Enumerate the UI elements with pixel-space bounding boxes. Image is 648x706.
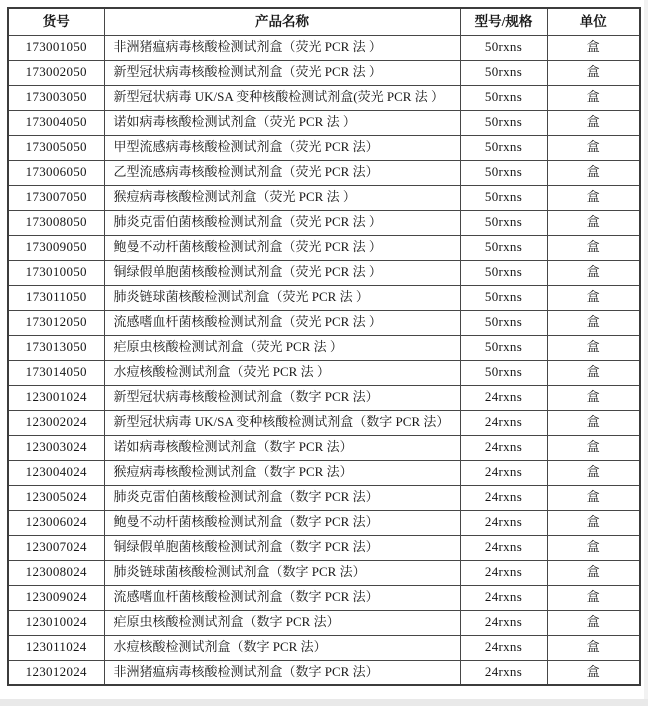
- cell-item_no: 123008024: [8, 560, 104, 585]
- cell-item_no: 123005024: [8, 485, 104, 510]
- cell-spec: 24rxns: [460, 410, 547, 435]
- page-bottom-edge: [0, 699, 648, 706]
- cell-item_no: 173011050: [8, 285, 104, 310]
- table-row: [8, 285, 640, 310]
- cell-name: 鲍曼不动杆菌核酸检测试剂盒（荧光 PCR 法 ）: [104, 235, 460, 260]
- cell-name: 新型冠状病毒核酸检测试剂盒（荧光 PCR 法 ）: [104, 60, 460, 85]
- cell-spec: 50rxns: [460, 110, 547, 135]
- table-row: [8, 485, 640, 510]
- cell-item_no: 173010050: [8, 260, 104, 285]
- cell-spec: 24rxns: [460, 585, 547, 610]
- cell-name: 诺如病毒核酸检测试剂盒（数字 PCR 法）: [104, 435, 460, 460]
- table-row: [8, 560, 640, 585]
- cell-name: 肺炎链球菌核酸检测试剂盒（数字 PCR 法）: [104, 560, 460, 585]
- cell-spec: 24rxns: [460, 560, 547, 585]
- cell-unit: 盒: [547, 210, 640, 235]
- cell-name: 疟原虫核酸检测试剂盒（荧光 PCR 法 ）: [104, 335, 460, 360]
- cell-name: 甲型流感病毒核酸检测试剂盒（荧光 PCR 法）: [104, 135, 460, 160]
- table-row: [8, 585, 640, 610]
- cell-spec: 24rxns: [460, 635, 547, 660]
- cell-name: 流感嗜血杆菌核酸检测试剂盒（数字 PCR 法）: [104, 585, 460, 610]
- cell-item_no: 173012050: [8, 310, 104, 335]
- table-row: [8, 260, 640, 285]
- cell-item_no: 173002050: [8, 60, 104, 85]
- cell-item_no: 123001024: [8, 385, 104, 410]
- cell-spec: 50rxns: [460, 160, 547, 185]
- header-product-name: 产品名称: [104, 8, 460, 35]
- cell-item_no: 123006024: [8, 510, 104, 535]
- cell-unit: 盒: [547, 185, 640, 210]
- table-row: [8, 235, 640, 260]
- cell-spec: 24rxns: [460, 660, 547, 685]
- table-row: [8, 535, 640, 560]
- cell-unit: 盒: [547, 60, 640, 85]
- cell-item_no: 123003024: [8, 435, 104, 460]
- cell-item_no: 123012024: [8, 660, 104, 685]
- table-row: [8, 160, 640, 185]
- cell-unit: 盒: [547, 435, 640, 460]
- cell-spec: 24rxns: [460, 485, 547, 510]
- cell-spec: 24rxns: [460, 385, 547, 410]
- table-row: [8, 360, 640, 385]
- table-row: [8, 35, 640, 60]
- cell-name: 新型冠状病毒 UK/SA 变种核酸检测试剂盒（数字 PCR 法）: [104, 410, 460, 435]
- cell-item_no: 173001050: [8, 35, 104, 60]
- cell-spec: 50rxns: [460, 335, 547, 360]
- cell-unit: 盒: [547, 285, 640, 310]
- cell-name: 诺如病毒核酸检测试剂盒（荧光 PCR 法 ）: [104, 110, 460, 135]
- table-row: [8, 410, 640, 435]
- cell-unit: 盒: [547, 610, 640, 635]
- cell-name: 疟原虫核酸检测试剂盒（数字 PCR 法）: [104, 610, 460, 635]
- cell-item_no: 123007024: [8, 535, 104, 560]
- cell-name: 非洲猪瘟病毒核酸检测试剂盒（荧光 PCR 法 ）: [104, 35, 460, 60]
- table-row: [8, 60, 640, 85]
- cell-spec: 50rxns: [460, 285, 547, 310]
- cell-name: 水痘核酸检测试剂盒（数字 PCR 法）: [104, 635, 460, 660]
- header-spec: 型号/规格: [460, 8, 547, 35]
- cell-item_no: 173009050: [8, 235, 104, 260]
- cell-spec: 50rxns: [460, 85, 547, 110]
- cell-name: 肺炎克雷伯菌核酸检测试剂盒（数字 PCR 法）: [104, 485, 460, 510]
- table-row: [8, 110, 640, 135]
- cell-item_no: 173014050: [8, 360, 104, 385]
- cell-name: 铜绿假单胞菌核酸检测试剂盒（数字 PCR 法）: [104, 535, 460, 560]
- cell-name: 鲍曼不动杆菌核酸检测试剂盒（数字 PCR 法）: [104, 510, 460, 535]
- table-row: [8, 335, 640, 360]
- cell-name: 流感嗜血杆菌核酸检测试剂盒（荧光 PCR 法 ）: [104, 310, 460, 335]
- cell-unit: 盒: [547, 85, 640, 110]
- cell-name: 非洲猪瘟病毒核酸检测试剂盒（数字 PCR 法）: [104, 660, 460, 685]
- cell-item_no: 173013050: [8, 335, 104, 360]
- table-row: [8, 660, 640, 685]
- cell-unit: 盒: [547, 485, 640, 510]
- cell-spec: 50rxns: [460, 185, 547, 210]
- table-body: [8, 35, 640, 685]
- cell-item_no: 123004024: [8, 460, 104, 485]
- cell-spec: 50rxns: [460, 310, 547, 335]
- cell-unit: 盒: [547, 360, 640, 385]
- cell-item_no: 173005050: [8, 135, 104, 160]
- table-row: [8, 210, 640, 235]
- table-row: [8, 460, 640, 485]
- cell-unit: 盒: [547, 160, 640, 185]
- cell-spec: 50rxns: [460, 260, 547, 285]
- cell-item_no: 123002024: [8, 410, 104, 435]
- cell-name: 水痘核酸检测试剂盒（荧光 PCR 法 ）: [104, 360, 460, 385]
- cell-unit: 盒: [547, 635, 640, 660]
- cell-name: 猴痘病毒核酸检测试剂盒（数字 PCR 法）: [104, 460, 460, 485]
- cell-unit: 盒: [547, 585, 640, 610]
- cell-spec: 24rxns: [460, 535, 547, 560]
- table-row: [8, 635, 640, 660]
- cell-item_no: 173008050: [8, 210, 104, 235]
- table-row: [8, 185, 640, 210]
- product-table: [7, 7, 641, 686]
- cell-name: 乙型流感病毒核酸检测试剂盒（荧光 PCR 法）: [104, 160, 460, 185]
- header-item-no: 货号: [8, 8, 104, 35]
- cell-name: 肺炎克雷伯菌核酸检测试剂盒（荧光 PCR 法 ）: [104, 210, 460, 235]
- cell-spec: 50rxns: [460, 35, 547, 60]
- cell-spec: 50rxns: [460, 210, 547, 235]
- cell-unit: 盒: [547, 560, 640, 585]
- cell-unit: 盒: [547, 510, 640, 535]
- cell-spec: 24rxns: [460, 510, 547, 535]
- cell-unit: 盒: [547, 335, 640, 360]
- cell-item_no: 173006050: [8, 160, 104, 185]
- cell-spec: 50rxns: [460, 135, 547, 160]
- cell-name: 铜绿假单胞菌核酸检测试剂盒（荧光 PCR 法 ）: [104, 260, 460, 285]
- cell-item_no: 173007050: [8, 185, 104, 210]
- cell-name: 新型冠状病毒核酸检测试剂盒（数字 PCR 法）: [104, 385, 460, 410]
- cell-unit: 盒: [547, 460, 640, 485]
- cell-unit: 盒: [547, 135, 640, 160]
- cell-unit: 盒: [547, 310, 640, 335]
- cell-unit: 盒: [547, 535, 640, 560]
- header-unit: 单位: [547, 8, 640, 35]
- cell-unit: 盒: [547, 410, 640, 435]
- table-row: [8, 310, 640, 335]
- table-row: [8, 435, 640, 460]
- cell-spec: 24rxns: [460, 460, 547, 485]
- table-row: [8, 385, 640, 410]
- table-header: [8, 8, 640, 35]
- page-right-edge: [644, 0, 648, 706]
- cell-spec: 50rxns: [460, 60, 547, 85]
- cell-item_no: 173004050: [8, 110, 104, 135]
- cell-unit: 盒: [547, 110, 640, 135]
- cell-item_no: 123009024: [8, 585, 104, 610]
- cell-name: 猴痘病毒核酸检测试剂盒（荧光 PCR 法 ）: [104, 185, 460, 210]
- cell-unit: 盒: [547, 235, 640, 260]
- cell-spec: 50rxns: [460, 235, 547, 260]
- cell-spec: 24rxns: [460, 610, 547, 635]
- header-row: [8, 8, 640, 35]
- table-row: [8, 135, 640, 160]
- cell-spec: 50rxns: [460, 360, 547, 385]
- cell-name: 肺炎链球菌核酸检测试剂盒（荧光 PCR 法 ）: [104, 285, 460, 310]
- cell-spec: 24rxns: [460, 435, 547, 460]
- cell-name: 新型冠状病毒 UK/SA 变种核酸检测试剂盒(荧光 PCR 法 ）: [104, 85, 460, 110]
- cell-unit: 盒: [547, 35, 640, 60]
- table-row: [8, 85, 640, 110]
- cell-unit: 盒: [547, 260, 640, 285]
- cell-unit: 盒: [547, 660, 640, 685]
- cell-item_no: 123010024: [8, 610, 104, 635]
- cell-item_no: 173003050: [8, 85, 104, 110]
- cell-item_no: 123011024: [8, 635, 104, 660]
- table-row: [8, 610, 640, 635]
- cell-unit: 盒: [547, 385, 640, 410]
- table-row: [8, 510, 640, 535]
